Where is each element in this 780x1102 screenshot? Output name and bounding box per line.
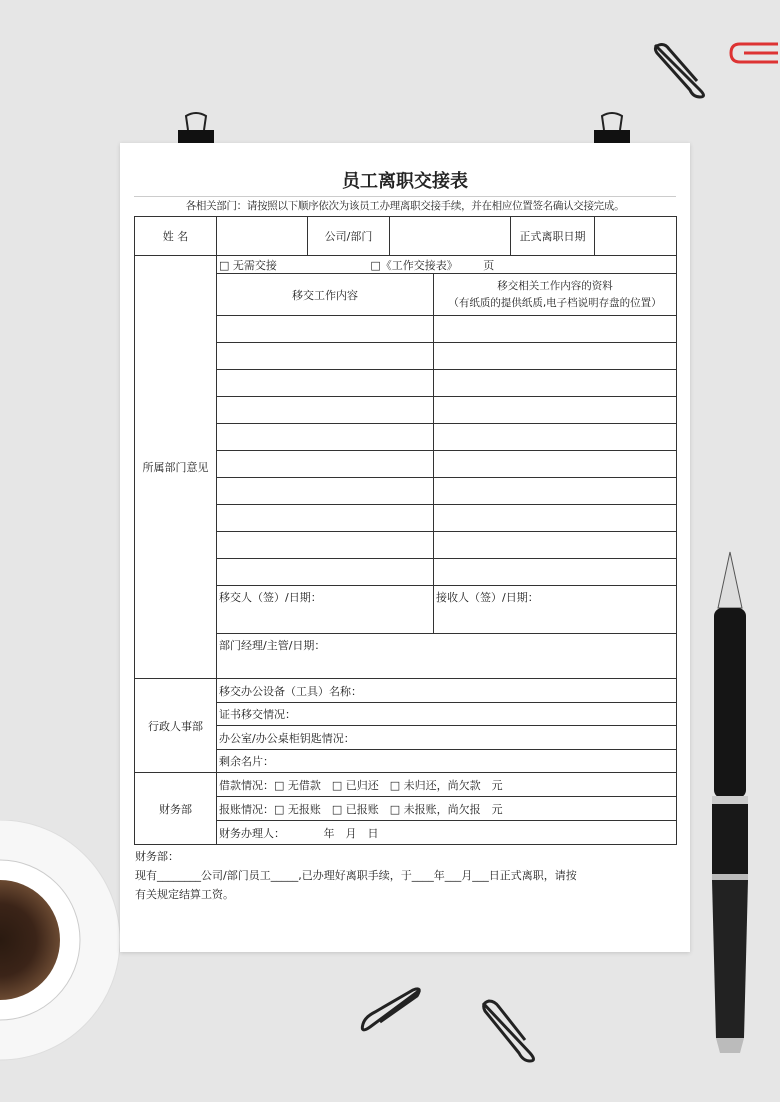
finance-row-handler[interactable]: 财务办理人： 年 月 日 [217, 821, 677, 845]
materials-cell[interactable] [434, 451, 677, 478]
name-field[interactable] [217, 217, 308, 256]
work-content-cell[interactable] [217, 532, 434, 559]
admin-row-keys[interactable]: 办公室/办公桌柜钥匙情况： [217, 726, 677, 750]
paperclip-icon [645, 35, 710, 100]
finance-notice-body: 现有________公司/部门员工_____,已办理好离职手续，于____年___月___日正式离职，请按 [135, 869, 577, 882]
work-content-cell[interactable] [217, 370, 434, 397]
finance-row-loans[interactable]: 借款情况：□ 无借款 □ 已归还 □ 未归还，尚欠款 元 [217, 773, 677, 797]
coffee-cup-image [0, 820, 125, 1065]
col-materials-note: （有纸质的提供纸质,电子档说明存盘的位置） [448, 296, 662, 309]
materials-cell[interactable] [434, 397, 677, 424]
finance-label: 财务部 [135, 773, 217, 845]
col-materials-title: 移交相关工作内容的资料 [497, 279, 613, 292]
materials-cell[interactable] [434, 343, 677, 370]
handover-options [217, 256, 677, 274]
receiver-signature[interactable]: 接收人（签）/日期： [434, 586, 677, 634]
work-content-cell[interactable] [217, 478, 434, 505]
work-content-cell[interactable] [217, 397, 434, 424]
materials-cell[interactable] [434, 505, 677, 532]
finance-notice-body-end: 有关规定结算工资。 [135, 888, 234, 901]
admin-table [134, 678, 677, 773]
materials-cell[interactable] [434, 316, 677, 343]
red-paperclip-icon [728, 38, 778, 68]
dept-label: 所属部门意见 [135, 256, 217, 679]
company-field[interactable] [390, 217, 511, 256]
paperclip-icon [475, 995, 545, 1065]
work-content-cell[interactable] [217, 316, 434, 343]
company-label: 公司/部门 [308, 217, 390, 256]
finance-notice [134, 845, 676, 906]
pages-label: 页 [483, 258, 495, 272]
manager-signature[interactable]: 部门经理/主管/日期： [217, 634, 677, 679]
materials-cell[interactable] [434, 424, 677, 451]
col-work-content: 移交工作内容 [217, 274, 434, 316]
no-handover-checkbox[interactable]: □ 无需交接 [219, 258, 277, 272]
work-content-cell[interactable] [217, 424, 434, 451]
fountain-pen-icon [700, 548, 760, 1058]
resignation-handover-form [134, 168, 676, 906]
admin-row-certificates[interactable]: 证书移交情况： [217, 703, 677, 726]
work-content-cell[interactable] [217, 451, 434, 478]
dept-table [134, 255, 677, 679]
materials-cell[interactable] [434, 370, 677, 397]
resign-date-field[interactable] [595, 217, 677, 256]
finance-notice-heading: 财务部： [135, 850, 179, 863]
handover-signature[interactable]: 移交人（签）/日期： [217, 586, 434, 634]
admin-row-cards[interactable]: 剩余名片： [217, 750, 677, 773]
col-materials [434, 274, 677, 316]
document-page [120, 143, 690, 952]
paperclip-icon [355, 982, 425, 1037]
form-instruction: 各相关部门：请按照以下顺序依次为该员工办理离职交接手续，并在相应位置签名确认交接完成。 [185, 200, 625, 212]
finance-table [134, 772, 677, 845]
handover-sheet-checkbox[interactable]: □《工作交接表》 [370, 258, 458, 272]
work-content-cell[interactable] [217, 505, 434, 532]
header-table [134, 216, 677, 256]
name-label: 姓 名 [135, 217, 217, 256]
finance-row-reimbursement[interactable]: 报账情况：□ 无报账 □ 已报账 □ 未报账，尚欠报 元 [217, 797, 677, 821]
resign-date-label: 正式离职日期 [511, 217, 595, 256]
admin-label: 行政人事部 [135, 679, 217, 773]
materials-cell[interactable] [434, 559, 677, 586]
work-content-cell[interactable] [217, 559, 434, 586]
admin-row-equipment[interactable]: 移交办公设备（工具）名称： [217, 679, 677, 703]
form-title: 员工离职交接表 [134, 168, 676, 197]
materials-cell[interactable] [434, 532, 677, 559]
work-content-cell[interactable] [217, 343, 434, 370]
materials-cell[interactable] [434, 478, 677, 505]
